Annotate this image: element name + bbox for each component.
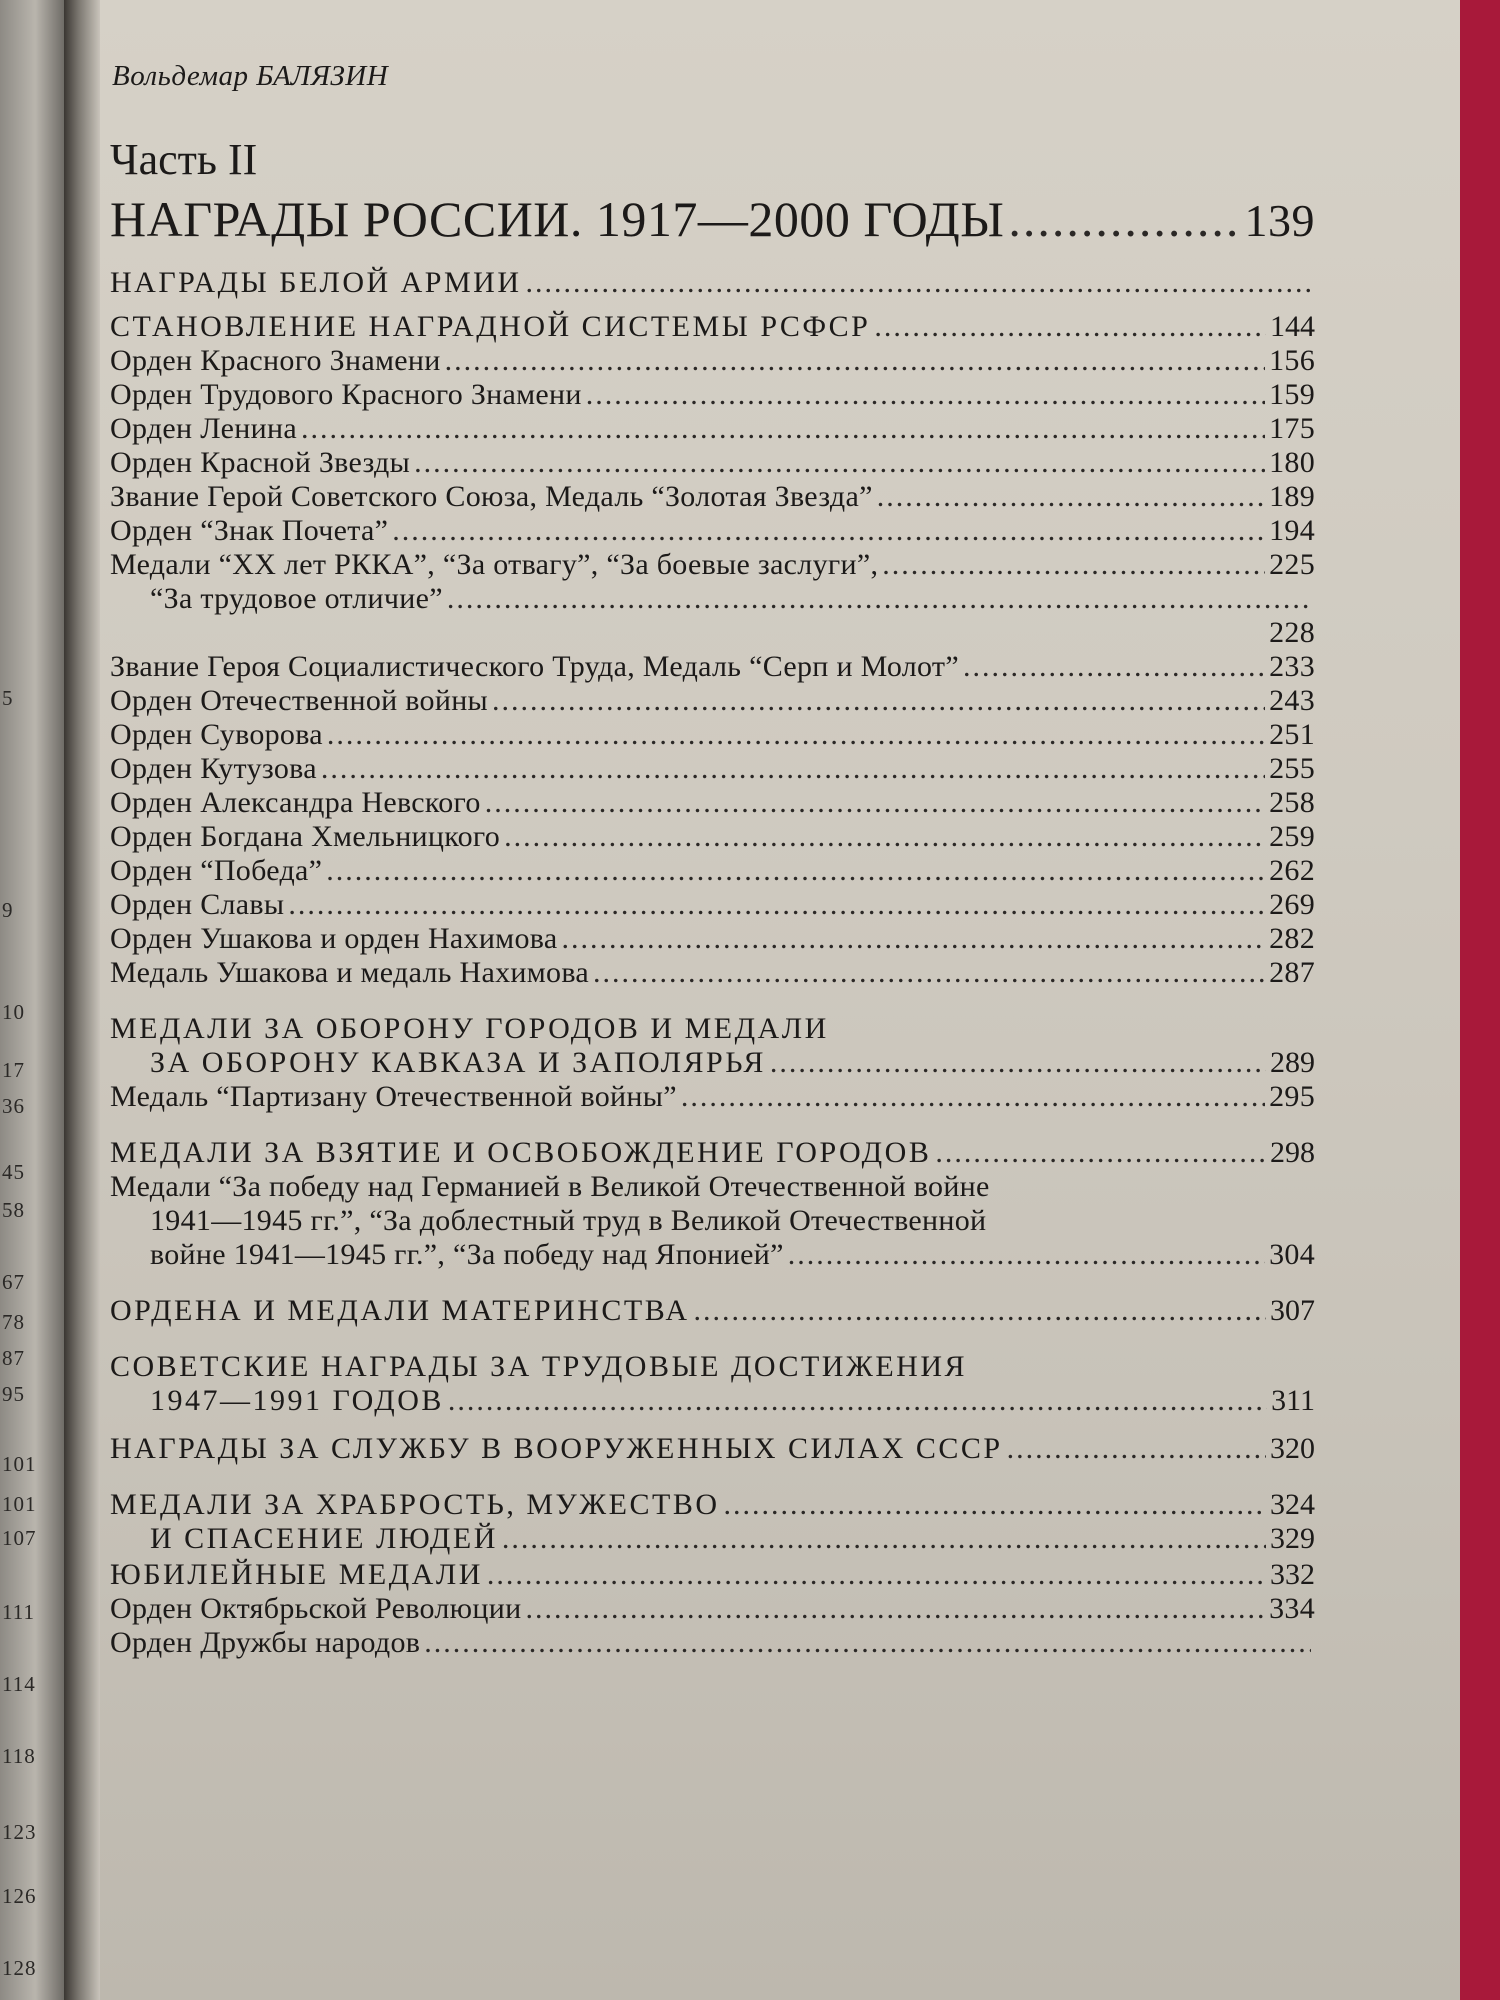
left-page-edge <box>0 0 64 2000</box>
toc-item <box>110 480 1315 514</box>
toc-section-title: МЕДАЛИ ЗА ХРАБРОСТЬ, МУЖЕСТВО <box>110 1488 720 1521</box>
toc-page-number: 156 <box>1269 344 1315 377</box>
toc-section-title: НАГРАДЫ БЕЛОЙ АРМИИ <box>110 266 522 299</box>
toc-item-title: Орден “Победа” <box>110 854 323 887</box>
toc-item <box>110 412 1315 446</box>
toc-section-title-cont: 1947—1991 ГОДОВ <box>150 1384 444 1417</box>
left-page-number: 17 <box>2 1058 25 1082</box>
left-page-number: 58 <box>2 1198 25 1222</box>
toc-item-title: Звание Герой Советского Союза, Медаль “Золотая Звезда” <box>110 480 873 513</box>
toc-item <box>110 786 1315 820</box>
toc-page-number: 259 <box>1269 820 1315 853</box>
toc-part-page: 139 <box>1244 195 1315 246</box>
toc-page-number: 287 <box>1269 956 1315 989</box>
left-page-number: 101 <box>2 1492 37 1516</box>
toc-section <box>110 1558 1315 1592</box>
toc-page-number: 144 <box>1270 310 1315 343</box>
toc-page-number: 180 <box>1269 446 1315 479</box>
toc-page-number: 329 <box>1270 1522 1315 1555</box>
toc-item-title-cont: 1941—1945 гг.”, “За доблестный труд в Великой Отечественной <box>150 1204 987 1237</box>
book-cover-edge <box>1460 0 1500 2000</box>
toc-page-number: 332 <box>1270 1558 1315 1591</box>
left-page-number: 78 <box>2 1310 25 1334</box>
toc-page-number: 194 <box>1269 514 1315 547</box>
toc-section <box>110 266 1315 300</box>
toc-page-number: 295 <box>1269 1080 1315 1113</box>
toc-page-number: 269 <box>1269 888 1315 921</box>
toc-item <box>110 922 1315 956</box>
toc-part-title <box>110 190 1315 248</box>
toc-page-number: 282 <box>1269 922 1315 955</box>
left-page-number: 114 <box>2 1672 36 1696</box>
toc-item-title: Орден Дружбы народов <box>110 1626 421 1659</box>
toc-section-title: МЕДАЛИ ЗА ОБОРОНУ ГОРОДОВ И МЕДАЛИ <box>110 1012 829 1045</box>
left-page-number: 95 <box>2 1382 25 1406</box>
toc-section <box>110 1294 1315 1328</box>
toc-item-title-cont: войне 1941—1945 гг.”, “За победу над Японией” <box>150 1238 784 1271</box>
toc-item-title: Орден Славы <box>110 888 285 921</box>
toc-page-number: 311 <box>1271 1384 1315 1417</box>
table-of-contents <box>110 190 1315 1660</box>
toc-item <box>110 1626 1315 1660</box>
toc-section <box>110 1136 1315 1170</box>
toc-item-title: Орден Трудового Красного Знамени <box>110 378 582 411</box>
toc-section-title: ОРДЕНА И МЕДАЛИ МАТЕРИНСТВА <box>110 1294 690 1327</box>
toc-section-title: СОВЕТСКИЕ НАГРАДЫ ЗА ТРУДОВЫЕ ДОСТИЖЕНИЯ <box>110 1350 967 1383</box>
left-page-number: 9 <box>2 898 14 922</box>
left-page-number: 107 <box>2 1526 37 1550</box>
toc-part-title-text: НАГРАДЫ РОССИИ. 1917—2000 ГОДЫ <box>110 191 1005 247</box>
left-page-number: 128 <box>2 1956 37 1980</box>
toc-item <box>110 820 1315 854</box>
toc-item <box>110 956 1315 990</box>
toc-page-number: 324 <box>1270 1488 1315 1521</box>
part-label: Часть II <box>110 135 258 184</box>
book-page <box>100 0 1460 2000</box>
toc-page-number: 243 <box>1269 684 1315 717</box>
toc-page-number: 175 <box>1269 412 1315 445</box>
left-page-number: 36 <box>2 1094 25 1118</box>
toc-section <box>110 1432 1315 1466</box>
running-header-author: Вольдемар БАЛЯЗИН <box>112 60 389 92</box>
toc-section-multiline <box>110 1488 1315 1556</box>
book-gutter <box>64 0 100 2000</box>
toc-page-number: 228 <box>1269 616 1315 649</box>
toc-page-number: 262 <box>1269 854 1315 887</box>
toc-item <box>110 854 1315 888</box>
toc-item-title: Орден Кутузова <box>110 752 317 785</box>
toc-page-number: 255 <box>1269 752 1315 785</box>
left-page-number: 101 <box>2 1452 37 1476</box>
toc-section-multiline <box>110 1012 1315 1080</box>
toc-item <box>110 378 1315 412</box>
toc-page-number: 159 <box>1269 378 1315 411</box>
toc-item <box>110 1592 1315 1626</box>
toc-item-multiline <box>110 548 1315 650</box>
toc-item <box>110 514 1315 548</box>
toc-item-title: Орден Отечественной войны <box>110 684 489 717</box>
left-page-number: 118 <box>2 1744 36 1768</box>
toc-item <box>110 752 1315 786</box>
toc-item-title: Орден Ушакова и орден Нахимова <box>110 922 558 955</box>
toc-item-title: Медали “XX лет РККА”, “За отвагу”, “За боевые заслуги”, <box>110 548 879 581</box>
toc-page-number: 225 <box>1269 548 1315 581</box>
toc-page-number: 334 <box>1269 1592 1315 1625</box>
toc-section-multiline <box>110 1350 1315 1418</box>
toc-item <box>110 888 1315 922</box>
toc-page-number: 320 <box>1270 1432 1315 1465</box>
toc-item <box>110 1080 1315 1114</box>
toc-section-title-cont: ЗА ОБОРОНУ КАВКАЗА И ЗАПОЛЯРЬЯ <box>150 1046 766 1079</box>
toc-page-number: 304 <box>1269 1238 1315 1271</box>
toc-item-title: Орден Ленина <box>110 412 297 445</box>
toc-item-title-cont: “За трудовое отличие” <box>150 582 443 615</box>
toc-item-title: Медали “За победу над Германией в Великой Отечественной войне <box>110 1170 990 1203</box>
toc-item-title: Орден Красного Знамени <box>110 344 441 377</box>
toc-item-title: Орден Красной Звезды <box>110 446 411 479</box>
toc-item <box>110 650 1315 684</box>
left-page-number: 111 <box>2 1600 35 1624</box>
toc-item <box>110 344 1315 378</box>
toc-item-title: Орден Богдана Хмельницкого <box>110 820 501 853</box>
left-page-number: 5 <box>2 686 14 710</box>
toc-item-title: Медаль “Партизану Отечественной войны” <box>110 1080 677 1113</box>
toc-section-title: НАГРАДЫ ЗА СЛУЖБУ В ВООРУЖЕННЫХ СИЛАХ СССР <box>110 1432 1003 1465</box>
toc-page-number: 233 <box>1269 650 1315 683</box>
toc-item-multiline <box>110 1170 1315 1272</box>
toc-page-number: 307 <box>1270 1294 1315 1327</box>
toc-item-title: Орден Александра Невского <box>110 786 481 819</box>
toc-item-title: Орден “Знак Почета” <box>110 514 389 547</box>
left-page-number: 123 <box>2 1820 37 1844</box>
toc-section-title: ЮБИЛЕЙНЫЕ МЕДАЛИ <box>110 1558 483 1591</box>
toc-page-number: 189 <box>1269 480 1315 513</box>
toc-page-number: 298 <box>1270 1136 1315 1169</box>
left-page-number: 10 <box>2 1000 25 1024</box>
toc-section-title: СТАНОВЛЕНИЕ НАГРАДНОЙ СИСТЕМЫ РСФСР <box>110 310 871 343</box>
toc-item-title: Орден Октябрьской Революции <box>110 1592 522 1625</box>
toc-page-number: 258 <box>1269 786 1315 819</box>
toc-item <box>110 446 1315 480</box>
toc-section-title: МЕДАЛИ ЗА ВЗЯТИЕ И ОСВОБОЖДЕНИЕ ГОРОДОВ <box>110 1136 932 1169</box>
toc-section-title-cont: И СПАСЕНИЕ ЛЮДЕЙ <box>150 1522 498 1555</box>
left-page-number: 126 <box>2 1884 37 1908</box>
left-page-number: 45 <box>2 1160 25 1184</box>
toc-item <box>110 718 1315 752</box>
left-page-number: 87 <box>2 1346 25 1370</box>
toc-page-number: 289 <box>1270 1046 1315 1079</box>
toc-page-number: 251 <box>1269 718 1315 751</box>
toc-item-title: Орден Суворова <box>110 718 323 751</box>
toc-item-title: Звание Героя Социалистического Труда, Медаль “Серп и Молот” <box>110 650 959 683</box>
toc-section <box>110 310 1315 344</box>
toc-item <box>110 684 1315 718</box>
toc-item-title: Медаль Ушакова и медаль Нахимова <box>110 956 590 989</box>
left-page-number: 67 <box>2 1270 25 1294</box>
